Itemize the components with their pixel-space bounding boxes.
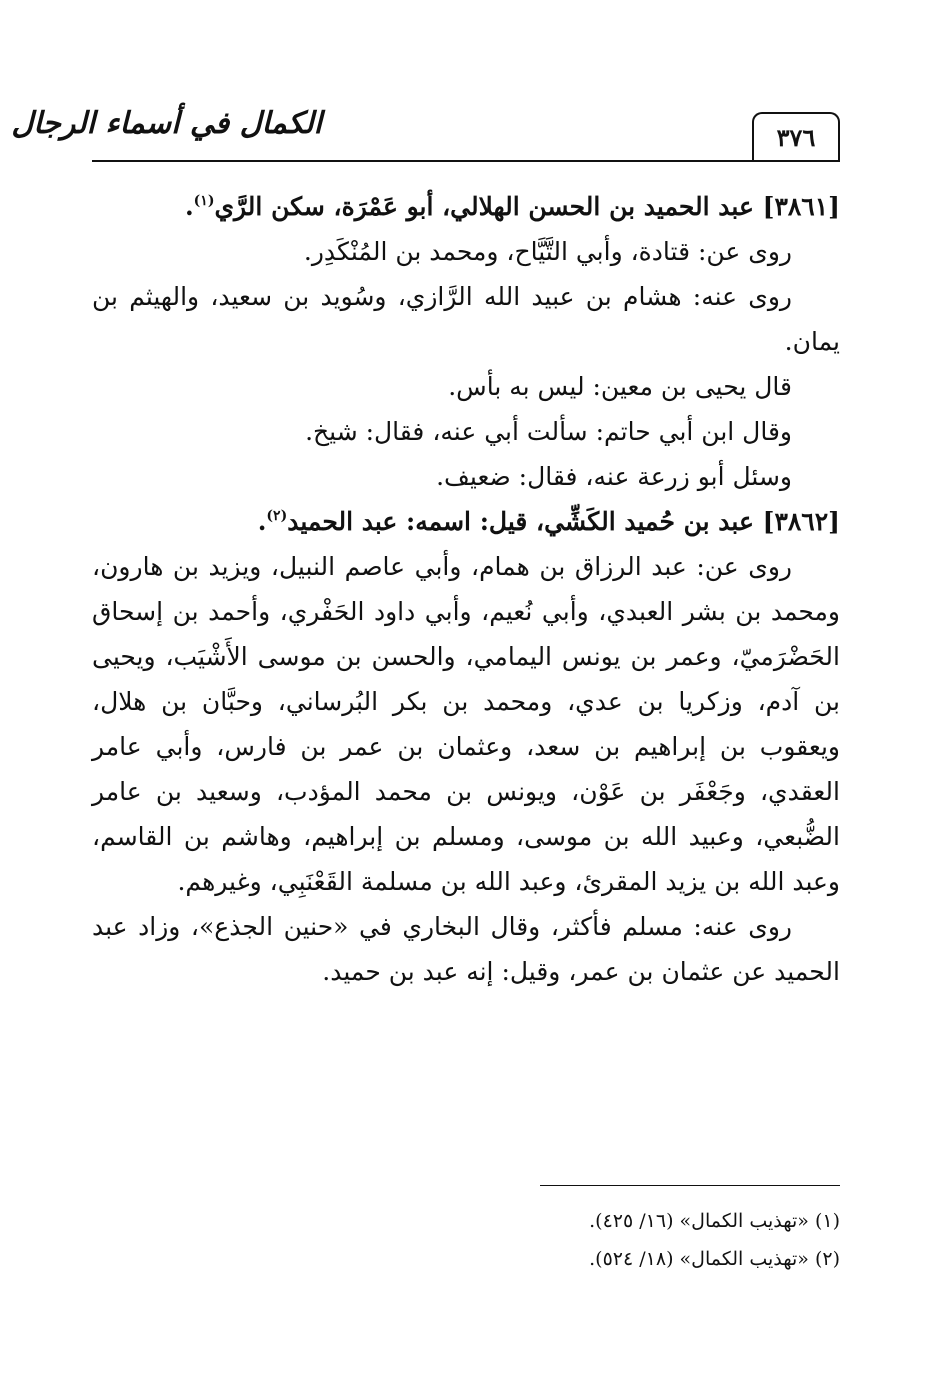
paragraph: روى عنه: هشام بن عبيد الله الرَّازي، وسُويد بن سعيد، والهيثم بن يمان.: [92, 282, 840, 356]
paragraph: روى عن: قتادة، وأبي التَّيَّاح، ومحمد بن المُنْكَدِر.: [303, 237, 792, 266]
page-header: [11, 96, 840, 162]
footnote-ref[interactable]: (١): [193, 193, 215, 209]
footnote: (٢) «تهذيب الكمال» (١٨/ ٥٢٤).: [589, 1248, 840, 1270]
paragraph: وقال ابن أبي حاتم: سألت أبي عنه، فقال: شيخ.: [305, 417, 792, 446]
footnote-separator: [540, 1185, 840, 1186]
page-body: [92, 184, 840, 994]
paragraph: قال يحيى بن معين: ليس به بأس.: [448, 372, 792, 401]
footnote: (١) «تهذيب الكمال» (١٦/ ٤٢٥).: [589, 1210, 840, 1232]
page-number: ٣٧٦: [752, 112, 840, 160]
entry-number: ٣٨٦٢: [774, 507, 829, 536]
entry-heading: [٣٨٦١] عبد الحميد بن الحسن الهلالي، أبو عَمْرَة، سكن الرَّي$^{(١)}$.: [184, 192, 840, 221]
paragraph: وسئل أبو زرعة عنه، فقال: ضعيف.: [436, 462, 792, 491]
paragraph: روى عن: عبد الرزاق بن همام، وأبي عاصم النبيل، ويزيد بن هارون، ومحمد بن بشر العبدي، وأبي نُعيم، وأبي داود الحَفْري، وأحمد بن إسحاق الحَضْرَميّ، وعمر بن يونس اليمامي، والحسن بن موسى الأَشْيَب، ويحيى بن آدم، وزكريا بن عدي، ومحمد بن بكر البُرساني، وحبَّان بن هلال، ويعقوب بن إبراهيم بن سعد، وعثمان بن عمر بن فارس، وأبي عامر العقدي، وجَعْفَر بن عَوْن، ويونس بن محمد المؤدب، وسعيد بن عامر الضُّبعي، وعبيد الله بن موسى، ومسلم بن إبراهيم، وهاشم بن القاسم، وعبد الله بن يزيد المقرئ، وعبد الله بن مسلمة القَعْنَبِي، وغيرهم.: [92, 552, 840, 896]
footnote-ref[interactable]: (٢): [266, 508, 288, 524]
footnotes: [92, 1202, 840, 1278]
paragraph: روى عنه: مسلم فأكثر، وقال البخاري في «حنين الجذع»، وزاد عبد الحميد عن عثمان بن عمر، وقيل: إنه عبد بن حميد.: [92, 912, 840, 986]
entry-title: عبد بن حُميد الكَشِّي، قيل: اسمه: عبد الحميد: [287, 507, 754, 536]
entry-number: ٣٨٦١: [774, 192, 829, 221]
entry-title: عبد الحميد بن الحسن الهلالي، أبو عَمْرَة، سكن الرَّي: [214, 192, 754, 221]
entry-heading: [٣٨٦٢] عبد بن حُميد الكَشِّي، قيل: اسمه: عبد الحميد$^{(٢)}$.: [257, 507, 840, 536]
book-title-logo: الكمال في أسماء الرجال: [11, 106, 322, 141]
